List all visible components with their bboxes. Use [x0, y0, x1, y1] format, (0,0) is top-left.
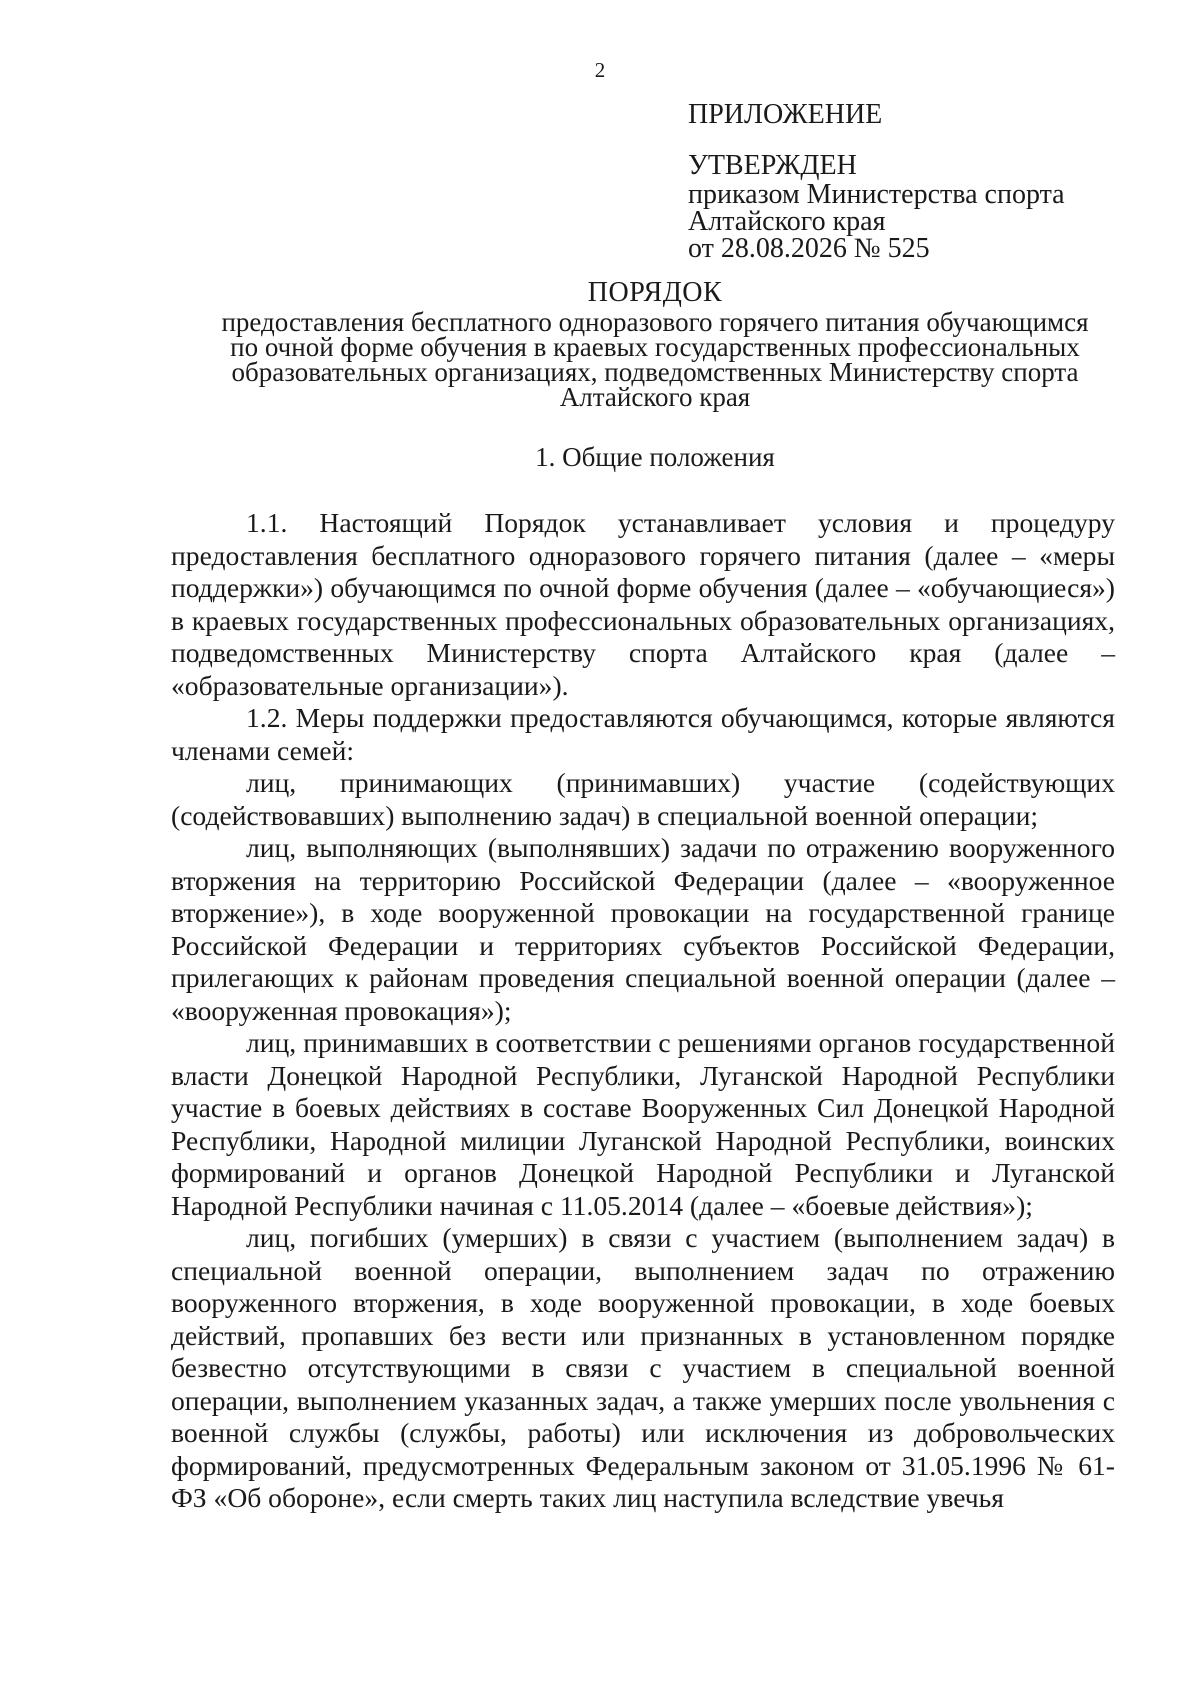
section-heading: 1. Общие положения: [535, 442, 775, 472]
list-item: лиц, принимавших в соответствии с решениями органов государственной власти Донецкой Народной Республики, Луганской Народной Республики участие в боевых действиях в составе Вооруженных Сил Донецкой Народной Республики, Народной милиции Луганской Народной Республики, воинских формирований и органов Донецкой Народной Республики и Луганской Народной Республики начиная с 11.05.2014 (далее – «боевые действия»);: [171, 1027, 1115, 1221]
approved-label: УТВЕРЖДЕН: [688, 150, 857, 181]
approval-region-line: Алтайского края: [688, 206, 886, 237]
approval-date-line: от 28.08.2026 № 525: [688, 233, 930, 264]
document-subtitle-line: по очной форме обучения в краевых государственных профессиональных: [230, 332, 1080, 362]
paragraph-1-2: 1.2. Меры поддержки предоставляются обучающимся, которые являются членами семей:: [171, 702, 1115, 766]
document-subtitle-line: предоставления бесплатного одноразового горячего питания обучающимся: [221, 307, 1089, 337]
document-heading: [170, 276, 1140, 410]
list-item: лиц, выполняющих (выполнявших) задачи по отражению вооруженного вторжения на территорию Российской Федерации (далее – «вооруженное вторжение»), в ходе вооруженной провокации на государственной границе Российской Федерации и территориях субъектов Российской Федерации, прилегающих к районам проведения специальной военной операции (далее – «вооруженная провокация»);: [171, 832, 1115, 1026]
document-body: [171, 507, 1115, 1515]
paragraph-1-1: 1.1. Настоящий Порядок устанавливает условия и процедуру предоставления бесплатного одноразового горячего питания (далее – «меры поддержки») обучающимся по очной форме обучения (далее – «обучающиеся») в краевых государственных профессиональных образовательных организациях, подведомственных Министерству спорта Алтайского края (далее – «образовательные организации»).: [171, 507, 1115, 701]
list-item: лиц, погибших (умерших) в связи с участием (выполнением задач) в специальной военной операции, выполнением задач по отражению вооруженного вторжения, в ходе вооруженной провокации, в ходе боевых действий, пропавших без вести или признанных в установленном порядке безвестно отсутствующими в связи с участием в специальной военной операции, выполнением указанных задач, а также умерших после увольнения с военной службы (службы, работы) или исключения из добровольческих формирований, предусмотренных Федеральным законом от 31.05.1996 № 61-ФЗ «Об обороне», если смерть таких лиц наступила вследствие увечья: [171, 1222, 1115, 1513]
document-title: ПОРЯДОК: [587, 277, 723, 308]
approval-stamp-block: [688, 101, 1065, 262]
document-subtitle-line: Алтайского края: [559, 382, 751, 412]
page-number: 2: [594, 58, 606, 82]
appendix-label: ПРИЛОЖЕНИЕ: [688, 99, 883, 130]
list-item: лиц, принимающих (принимавших) участие (содействующих (содействовавших) выполнению задач) в специальной военной операции;: [171, 767, 1115, 831]
document-subtitle-line: образовательных организациях, подведомственных Министерству спорта: [231, 357, 1079, 387]
approval-order-line: приказом Министерства спорта: [688, 179, 1065, 210]
